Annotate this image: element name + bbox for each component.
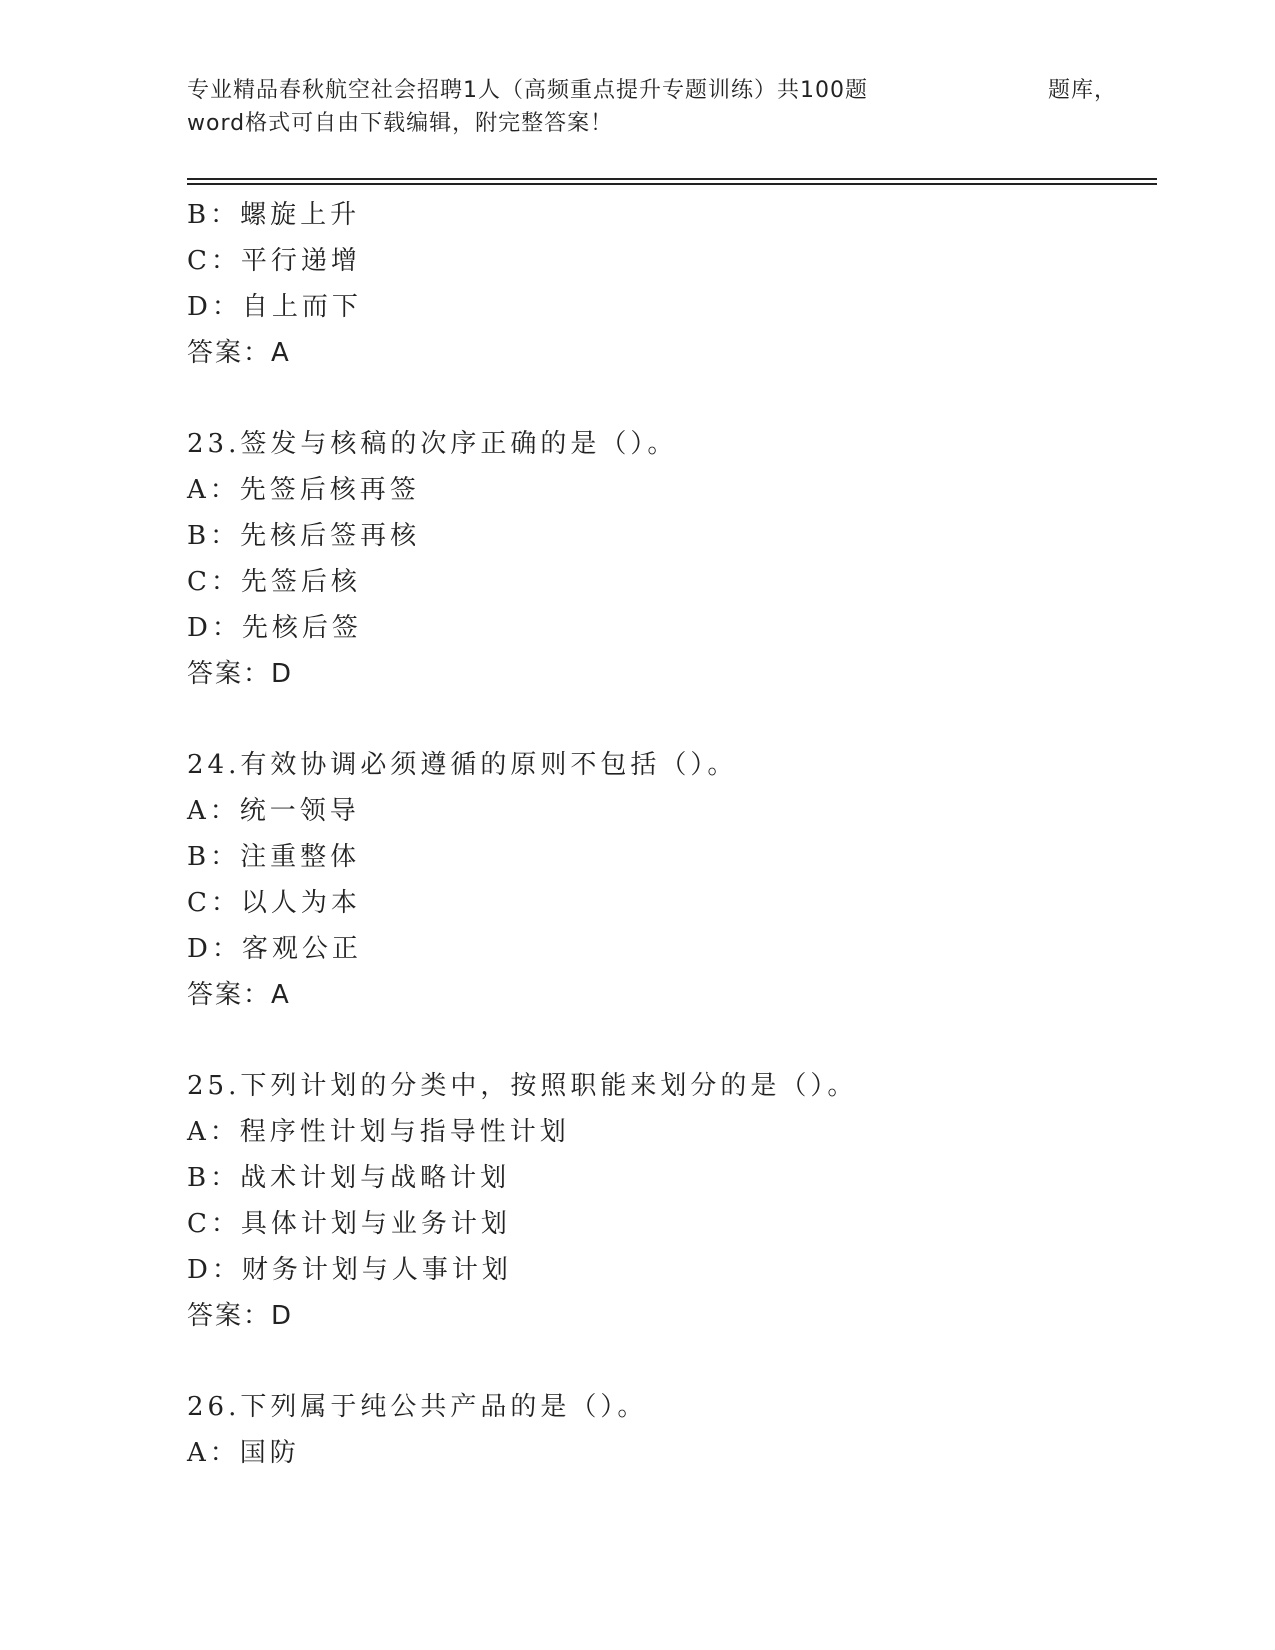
option-d: D：财务计划与人事计划	[187, 1255, 512, 1285]
option-d: D：先核后签	[187, 613, 362, 643]
option-d: D：自上而下	[187, 292, 362, 322]
question-text: 24.有效协调必须遵循的原则不包括（）。	[187, 750, 738, 780]
answer-line: 答案：A	[187, 980, 291, 1010]
answer-line: 答案：D	[187, 659, 294, 689]
question-23	[187, 421, 1147, 697]
question-list	[187, 192, 1147, 1476]
option-a: A：先签后核再签	[187, 475, 420, 505]
header-line-1	[187, 74, 1117, 107]
header-rule-top	[187, 178, 1157, 180]
option-b: B：先核后签再核	[187, 521, 421, 551]
answer-line: 答案：A	[187, 338, 291, 368]
option-d: D：客观公正	[187, 934, 362, 964]
option-c: C：具体计划与业务计划	[187, 1209, 511, 1239]
option-c: C：以人为本	[187, 888, 361, 918]
question-25	[187, 1063, 1147, 1339]
option-b: B：战术计划与战略计划	[187, 1163, 511, 1193]
spacer	[187, 376, 1147, 421]
question-text: 23.签发与核稿的次序正确的是（）。	[187, 429, 678, 459]
spacer	[187, 1339, 1147, 1384]
option-a: A：国防	[187, 1438, 300, 1468]
option-a: A：统一领导	[187, 796, 360, 826]
header-title: 专业精品春秋航空社会招聘1人（高频重点提升专题训练）共100题	[187, 78, 868, 103]
option-a: A：程序性计划与指导性计划	[187, 1117, 570, 1147]
spacer	[187, 1018, 1147, 1063]
header-line-2: word格式可自由下载编辑，附完整答案！	[187, 111, 614, 136]
option-b: B：螺旋上升	[187, 200, 361, 230]
option-b: B：注重整体	[187, 842, 361, 872]
question-text: 25.下列计划的分类中，按照职能来划分的是（）。	[187, 1071, 858, 1101]
option-c: C：平行递增	[187, 246, 361, 276]
spacer	[187, 697, 1147, 742]
question-24	[187, 742, 1147, 1018]
document-header	[187, 74, 1117, 140]
header-rule-bottom	[187, 183, 1157, 185]
header-suffix: 题库，	[1047, 78, 1117, 103]
question-26	[187, 1384, 1147, 1476]
option-c: C：先签后核	[187, 567, 361, 597]
answer-line: 答案：D	[187, 1301, 294, 1331]
question-text: 26.下列属于纯公共产品的是（）。	[187, 1392, 648, 1422]
question-fragment-22	[187, 192, 1147, 376]
